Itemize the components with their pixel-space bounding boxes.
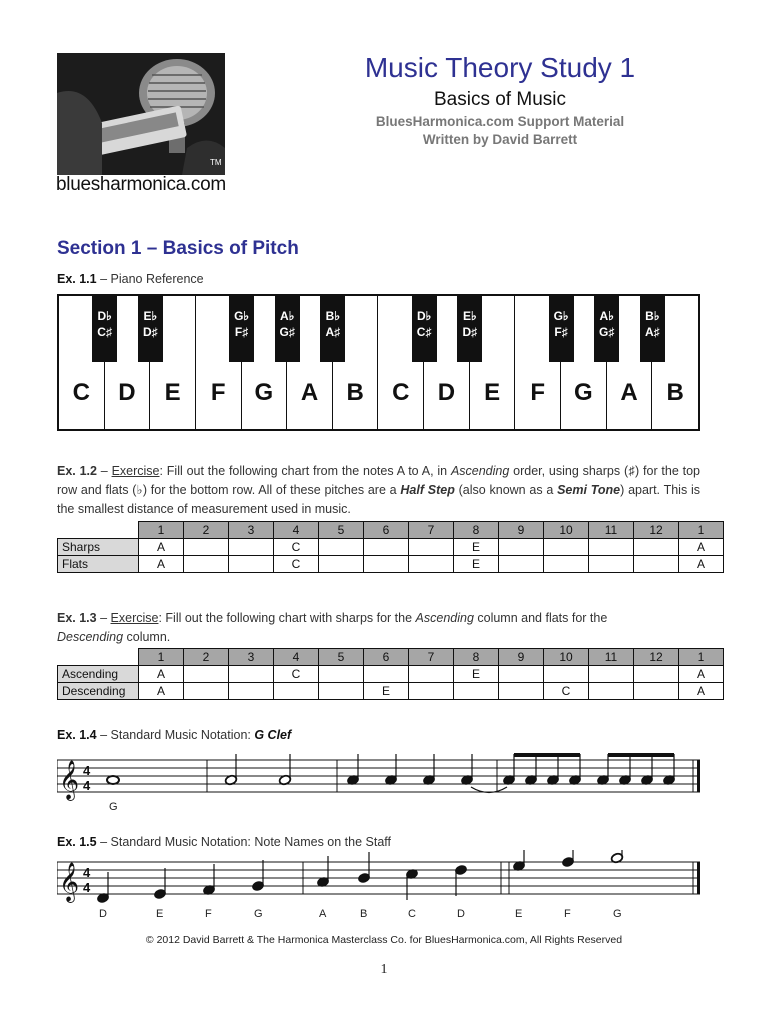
table-cell[interactable] <box>544 556 589 573</box>
note-name-label: G <box>613 908 622 920</box>
header-cell: 4 <box>274 522 319 539</box>
black-key <box>594 296 619 362</box>
ex-1-3-paragraph <box>57 609 700 647</box>
ascending-term: Ascending <box>415 611 474 625</box>
header-cell: 5 <box>319 649 364 666</box>
black-key <box>138 296 163 362</box>
ex-text: – Piano Reference <box>96 272 204 286</box>
ex-number: Ex. 1.1 <box>57 272 97 286</box>
black-key-sharp-label: D♯ <box>462 325 478 339</box>
dash: – <box>96 464 112 478</box>
header-cell: 9 <box>499 649 544 666</box>
table-cell[interactable]: E <box>454 556 499 573</box>
table-cell[interactable] <box>409 556 454 573</box>
header-cell: 8 <box>454 649 499 666</box>
table-cell[interactable]: E <box>454 666 499 683</box>
table-cell[interactable] <box>229 556 274 573</box>
note-name-label: G <box>254 908 263 920</box>
table-row <box>58 539 724 556</box>
logo-image <box>57 53 225 175</box>
beam <box>514 753 580 757</box>
header-cell: 6 <box>364 522 409 539</box>
svg-text:4: 4 <box>83 778 91 793</box>
black-key-sharp-label: F♯ <box>554 325 568 339</box>
table-cell[interactable] <box>634 666 679 683</box>
white-key-label: E <box>484 379 501 406</box>
white-key-label: C <box>392 379 410 406</box>
header-cell: 4 <box>274 649 319 666</box>
table-cell[interactable] <box>184 683 229 700</box>
row-label: Descending <box>58 683 139 700</box>
table-cell[interactable] <box>544 666 589 683</box>
note-name-label: D <box>99 908 107 920</box>
table-cell[interactable] <box>589 666 634 683</box>
black-key-sharp-label: A♯ <box>325 325 341 339</box>
table-cell[interactable] <box>184 666 229 683</box>
table-cell[interactable] <box>634 539 679 556</box>
table-cell[interactable] <box>634 683 679 700</box>
header-cell: 2 <box>184 649 229 666</box>
table-cell[interactable] <box>544 539 589 556</box>
black-key <box>457 296 482 362</box>
row-label: Flats <box>58 556 139 573</box>
staff-note-names <box>57 850 703 906</box>
table-cell[interactable]: E <box>454 539 499 556</box>
text: column. <box>123 630 171 644</box>
table-cell[interactable]: A <box>679 556 724 573</box>
black-key <box>549 296 574 362</box>
dash: – <box>96 611 111 625</box>
piano-keyboard <box>57 294 700 431</box>
header-cell: 11 <box>589 649 634 666</box>
table-cell[interactable] <box>589 556 634 573</box>
header-cell: 1 <box>139 522 184 539</box>
white-key-label: D <box>437 379 456 406</box>
header-cell: 8 <box>454 522 499 539</box>
descending-term: Descending <box>57 630 124 644</box>
text: ) apart. This is the smallest distance of measurement used in music. <box>57 483 700 516</box>
ex-1-4-caption <box>57 728 291 742</box>
table-cell[interactable] <box>184 539 229 556</box>
black-key-flat-label: B♭ <box>645 309 660 323</box>
svg-text:4: 4 <box>83 763 91 778</box>
exercise-label: Exercise <box>110 611 159 625</box>
note-name-label: F <box>205 908 212 920</box>
white-key-label: G <box>254 379 274 406</box>
note-name-label: B <box>360 908 368 920</box>
logo-text: bluesharmonica.com <box>56 174 226 195</box>
g-clef-term: G Clef <box>254 728 292 742</box>
table-cell[interactable]: C <box>274 666 319 683</box>
corner-cell <box>58 649 139 666</box>
table-row <box>58 683 724 700</box>
table-cell[interactable]: C <box>544 683 589 700</box>
table-cell[interactable] <box>274 683 319 700</box>
table-cell[interactable]: A <box>679 539 724 556</box>
note-name-label: D <box>457 908 465 920</box>
table-row <box>58 666 724 683</box>
svg-text:𝄞: 𝄞 <box>59 760 80 800</box>
semi-tone-term: Semi Tone <box>557 483 621 497</box>
page-number: 1 <box>380 962 388 977</box>
table-cell[interactable] <box>589 539 634 556</box>
black-key-flat-label: E♭ <box>143 309 158 323</box>
header-cell: 2 <box>184 522 229 539</box>
header-cell: 6 <box>364 649 409 666</box>
header-cell: 7 <box>409 522 454 539</box>
table-cell[interactable]: C <box>274 556 319 573</box>
table-cell[interactable] <box>364 666 409 683</box>
text: column and flats for the <box>473 611 608 625</box>
trademark-mark: TM <box>210 158 222 167</box>
black-key-flat-label: A♭ <box>599 309 614 323</box>
chart-table-sharps-flats <box>57 521 724 573</box>
table-cell[interactable] <box>229 666 274 683</box>
header-cell: 7 <box>409 649 454 666</box>
header-cell: 3 <box>229 649 274 666</box>
text: : Fill out the following chart with sharps for the <box>158 611 416 625</box>
ascending-term: Ascending <box>450 464 510 478</box>
note-name-label: E <box>156 908 164 920</box>
table-cell[interactable]: E <box>364 683 409 700</box>
ex-number: Ex. 1.5 <box>57 835 97 849</box>
text: order, using sharps (♯) for the top row and flats (♭) for the bottom row. All of these pitches are a <box>57 464 700 497</box>
table-cell[interactable] <box>499 666 544 683</box>
black-key <box>320 296 345 362</box>
white-key-label: F <box>530 379 546 406</box>
black-key-sharp-label: C♯ <box>97 325 112 339</box>
table-row <box>58 556 724 573</box>
ex-number: Ex. 1.2 <box>57 464 97 478</box>
black-key-flat-label: A♭ <box>280 309 295 323</box>
exercise-label: Exercise <box>111 464 160 478</box>
text: : Fill out the following chart from the notes A to A, in <box>159 464 451 478</box>
table-cell[interactable] <box>184 556 229 573</box>
ex-1-5-caption <box>57 835 391 849</box>
table-cell[interactable] <box>499 556 544 573</box>
black-key-sharp-label: A♯ <box>645 325 660 339</box>
note-name-label: A <box>319 908 327 920</box>
page-subtitle: Basics of Music <box>434 89 566 110</box>
header-cell: 1 <box>139 649 184 666</box>
black-key <box>229 296 254 362</box>
white-key-label: C <box>72 379 90 406</box>
white-key-label: A <box>620 379 638 406</box>
ex-1-1-caption <box>57 272 204 286</box>
author-line: Written by David Barrett <box>422 132 578 147</box>
svg-text:4: 4 <box>83 880 91 895</box>
white-key-label: A <box>300 379 319 406</box>
table-cell[interactable] <box>364 539 409 556</box>
ex-text: – Standard Music Notation: Note Names on the Staff <box>96 835 391 849</box>
table-cell[interactable]: C <box>274 539 319 556</box>
ex-text: – Standard Music Notation: <box>96 728 255 742</box>
black-key-sharp-label: G♯ <box>599 325 615 339</box>
white-key-label: B <box>666 379 684 406</box>
header-cell: 10 <box>544 522 589 539</box>
header-cell: 10 <box>544 649 589 666</box>
corner-cell <box>58 522 139 539</box>
row-label: Ascending <box>58 666 139 683</box>
header-cell: 5 <box>319 522 364 539</box>
beam <box>608 753 674 757</box>
table-cell[interactable] <box>409 683 454 700</box>
table-cell[interactable] <box>319 539 364 556</box>
black-key-sharp-label: F♯ <box>234 325 249 339</box>
white-key-label: D <box>118 379 136 406</box>
header-cell: 1 <box>679 522 724 539</box>
page-title: Music Theory Study 1 <box>364 52 636 83</box>
note-name-label: F <box>564 908 571 920</box>
black-key <box>275 296 300 362</box>
table-cell[interactable] <box>364 556 409 573</box>
half-step-term: Half Step <box>400 483 455 497</box>
table-cell[interactable]: A <box>139 683 184 700</box>
table-cell[interactable] <box>634 556 679 573</box>
table-cell[interactable] <box>499 683 544 700</box>
row-label: Sharps <box>58 539 139 556</box>
table-cell[interactable] <box>454 683 499 700</box>
header-cell: 3 <box>229 522 274 539</box>
chart-table-ascending-descending <box>57 648 724 700</box>
section-title: Section 1 – Basics of Pitch <box>57 238 299 259</box>
svg-text:𝄞: 𝄞 <box>59 862 80 902</box>
ex-number: Ex. 1.3 <box>57 611 97 625</box>
table-cell[interactable]: A <box>139 539 184 556</box>
header-cell: 1 <box>679 649 724 666</box>
black-key <box>640 296 665 362</box>
note-name-label: E <box>515 908 523 920</box>
black-key-flat-label: D♭ <box>97 309 112 323</box>
black-key-flat-label: D♭ <box>416 309 432 323</box>
header-cell: 9 <box>499 522 544 539</box>
header-cell: 12 <box>634 649 679 666</box>
black-key <box>412 296 437 362</box>
black-key-flat-label: G♭ <box>234 309 250 323</box>
table-cell[interactable] <box>229 539 274 556</box>
text: (also known as a <box>454 483 558 497</box>
black-key-flat-label: E♭ <box>462 309 477 323</box>
white-key-label: G <box>574 379 593 406</box>
support-line: BluesHarmonica.com Support Material <box>375 114 625 129</box>
svg-text:4: 4 <box>83 865 91 880</box>
note-name-label: C <box>408 908 416 920</box>
note-name-g: G <box>109 801 118 813</box>
copyright-footer: © 2012 David Barrett & The Harmonica Masterclass Co. for BluesHarmonica.com, All Rights Reserved <box>145 934 623 946</box>
ex-1-2-paragraph <box>57 462 700 519</box>
white-key-label: E <box>164 379 181 406</box>
black-key-sharp-label: G♯ <box>279 325 295 339</box>
table-cell[interactable] <box>319 666 364 683</box>
black-key-sharp-label: C♯ <box>416 325 432 339</box>
black-key-sharp-label: D♯ <box>142 325 158 339</box>
black-key <box>92 296 117 362</box>
table-cell[interactable] <box>409 666 454 683</box>
white-key-label: F <box>210 379 226 406</box>
table-cell[interactable] <box>319 556 364 573</box>
black-key-flat-label: B♭ <box>325 309 340 323</box>
table-cell[interactable] <box>499 539 544 556</box>
ex-number: Ex. 1.4 <box>57 728 97 742</box>
white-key-label: B <box>346 379 364 406</box>
table-cell[interactable]: A <box>139 666 184 683</box>
table-cell[interactable]: A <box>679 683 724 700</box>
header-cell: 12 <box>634 522 679 539</box>
black-key-flat-label: G♭ <box>553 309 569 323</box>
table-cell[interactable] <box>589 683 634 700</box>
staff-g-clef-rhythm <box>57 750 703 804</box>
header-cell: 11 <box>589 522 634 539</box>
table-cell[interactable]: A <box>679 666 724 683</box>
table-cell[interactable] <box>229 683 274 700</box>
table-cell[interactable]: A <box>139 556 184 573</box>
table-cell[interactable] <box>319 683 364 700</box>
table-cell[interactable] <box>409 539 454 556</box>
